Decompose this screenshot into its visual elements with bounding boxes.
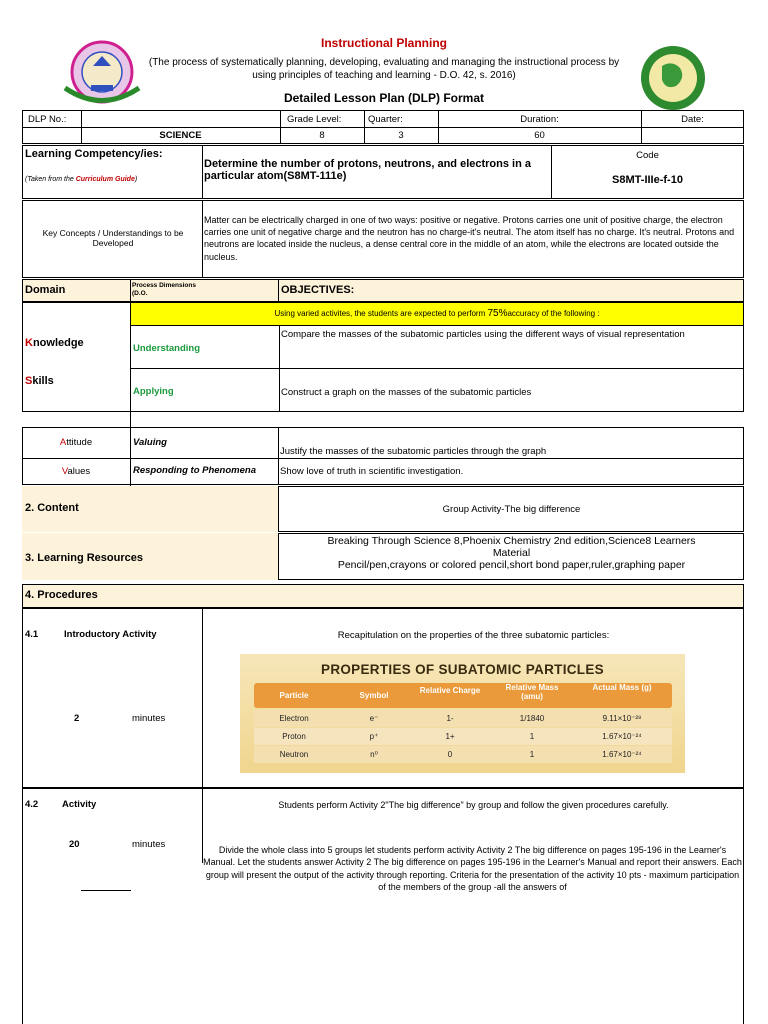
code-value: S8MT-IIIe-f-10 <box>612 174 683 186</box>
values-objective: Show love of truth in scientific investigation. <box>280 466 464 477</box>
activity-row <box>22 788 744 1024</box>
skills-domain: Skills <box>25 375 54 387</box>
understanding-dimension: Understanding <box>133 343 201 354</box>
neutron-name: Neutron <box>279 750 309 759</box>
electron-charge: 1- <box>446 714 454 723</box>
domain-label: Domain <box>25 284 66 296</box>
intro-minutes: 2 <box>74 713 80 724</box>
proton-actual-mass: 1.67×10⁻²⁴ <box>602 732 642 741</box>
activity-intro-text: Students perform Activity 2"The big difference" by group and follow the given procedures carefully. <box>278 800 669 810</box>
skills-objective: Construct a graph on the masses of the subatomic particles <box>281 387 532 398</box>
content-label: 2. Content <box>25 502 79 514</box>
neutron-charge: 0 <box>447 750 453 759</box>
procedures-label: 4. Procedures <box>25 589 98 601</box>
procedures-header <box>22 584 744 608</box>
header-actual-mass: Actual Mass (g) <box>592 683 652 692</box>
definition-line-2: using principles of teaching and learning - D.O. 42, s. 2016) <box>252 70 516 81</box>
competency-text: Determine the number of protons, neutrons, and electrons in a particular atom(S8MT-111e) <box>204 158 531 182</box>
proton-charge: 1+ <box>445 732 455 741</box>
curriculum-guide-link: Curriculum Guide <box>75 176 135 183</box>
performance-banner-text: Using varied activites, the students are expected to perform 75%accuracy of the following : <box>274 308 600 319</box>
neutron-symbol: n⁰ <box>370 750 378 759</box>
subject-value: SCIENCE <box>159 130 202 141</box>
key-concepts-label: Key Concepts / Understandings to be Developed <box>42 228 184 248</box>
instructional-planning-title: Instructional Planning <box>320 36 447 50</box>
subatomic-particles-table <box>240 654 685 773</box>
intro-number: 4.1 <box>25 629 39 640</box>
responding-dimension: Responding to Phenomena <box>133 465 256 476</box>
header-relative-charge: Relative Charge <box>419 686 481 695</box>
intro-label: Introductory Activity <box>64 629 157 640</box>
objectives-label: OBJECTIVES: <box>281 284 355 296</box>
resources-line-3: Pencil/pen,crayons or colored pencil,short bond paper,ruler,graphing paper <box>337 559 686 571</box>
learning-resources-text <box>279 535 744 571</box>
activity-minutes-label: minutes <box>132 839 166 850</box>
dlp-no-label: DLP No.: <box>28 114 67 125</box>
resources-line-1: Breaking Through Science 8,Phoenix Chemistry 2nd edition,Science8 Learners <box>327 535 696 547</box>
neutron-relative-mass: 1 <box>529 750 535 759</box>
electron-relative-mass: 1/1840 <box>519 714 545 723</box>
duration-value: 60 <box>534 130 545 141</box>
particle-row-neutron <box>254 746 672 763</box>
proton-relative-mass: 1 <box>529 732 535 741</box>
definition-line-1: (The process of systematically planning, developing, evaluating and managing the instructional process by <box>148 57 620 68</box>
grade-level-value: 8 <box>319 130 325 141</box>
knowledge-objective: Compare the masses of the subatomic particles using the different ways of visual representation <box>281 329 685 340</box>
attitude-domain: Attitude <box>59 437 93 448</box>
attitude-objective: Justify the masses of the subatomic particles through the graph <box>280 446 547 457</box>
duration-label: Duration: <box>520 114 559 125</box>
electron-actual-mass: 9.11×10⁻²⁸ <box>602 714 642 723</box>
electron-name: Electron <box>279 714 309 723</box>
intro-text: Recapitulation on the properties of the three subatomic particles: <box>337 630 610 641</box>
activity-minutes: 20 <box>69 839 80 850</box>
electron-symbol: e⁻ <box>369 714 379 723</box>
grade-level-label: Grade Level: <box>287 114 342 125</box>
curriculum-guide-note: (Taken from the Curriculum Guide) <box>25 176 138 183</box>
valuing-dimension: Valuing <box>133 437 167 448</box>
proton-name: Proton <box>282 732 306 741</box>
proton-symbol: p⁺ <box>369 732 379 741</box>
header-particle: Particle <box>279 691 309 700</box>
particles-table-header <box>254 683 672 708</box>
particle-row-proton <box>254 728 672 745</box>
particle-row-electron <box>254 710 672 727</box>
date-label: Date: <box>681 114 704 125</box>
quarter-label: Quarter: <box>368 114 403 125</box>
header-symbol: Symbol <box>359 691 389 700</box>
learning-resources-label: 3. Learning Resources <box>25 552 143 564</box>
applying-dimension: Applying <box>133 386 174 397</box>
neutron-actual-mass: 1.67×10⁻²⁴ <box>602 750 642 759</box>
code-label: Code <box>636 150 659 161</box>
activity-label: Activity <box>62 799 97 810</box>
process-dimensions-label: Process Dimensions (D.O. <box>132 282 196 297</box>
planning-definition <box>120 56 648 82</box>
resources-line-2: Material <box>492 547 531 559</box>
activity-number: 4.2 <box>25 799 39 810</box>
key-concepts-text: Matter can be electrically charged in one of two ways: positive or negative. Protons carries one unit of positive charge, the electron carries one unit of negative charge and the neutron has no charge-it's neutral. The atom itself has no charge. It's neutral. Protons and neutrons are located inside the nucleus, a dense central core in the middle of an atom, while the electrons are located outside the nucleus. <box>204 215 735 262</box>
knowledge-domain: Knowledge <box>25 337 84 349</box>
activity-body-text: Divide the whole class into 5 groups let students perform activity Activity 2 The big difference on pages 195-196 in the Learner's Manual. Let the students answer Activity 2 The big difference on pages 195-196 in the Learner's Manual and report their answers. Each group will present the output of the activity through reporting. Criteria for the presentation of the activity 10 pts - maximum participation of the members of the group -all the answers of <box>203 845 742 892</box>
content-text: Group Activity-The big difference <box>442 504 581 515</box>
values-domain: Values <box>61 466 91 477</box>
quarter-value: 3 <box>398 130 404 141</box>
competency-label: Learning Competency/ies: <box>25 148 163 160</box>
dlp-format-title: Detailed Lesson Plan (DLP) Format <box>283 91 485 105</box>
particles-table-title: PROPERTIES OF SUBATOMIC PARTICLES <box>321 662 604 677</box>
header-relative-mass: Relative Mass (amu) <box>505 683 559 701</box>
intro-minutes-label: minutes <box>132 713 166 724</box>
